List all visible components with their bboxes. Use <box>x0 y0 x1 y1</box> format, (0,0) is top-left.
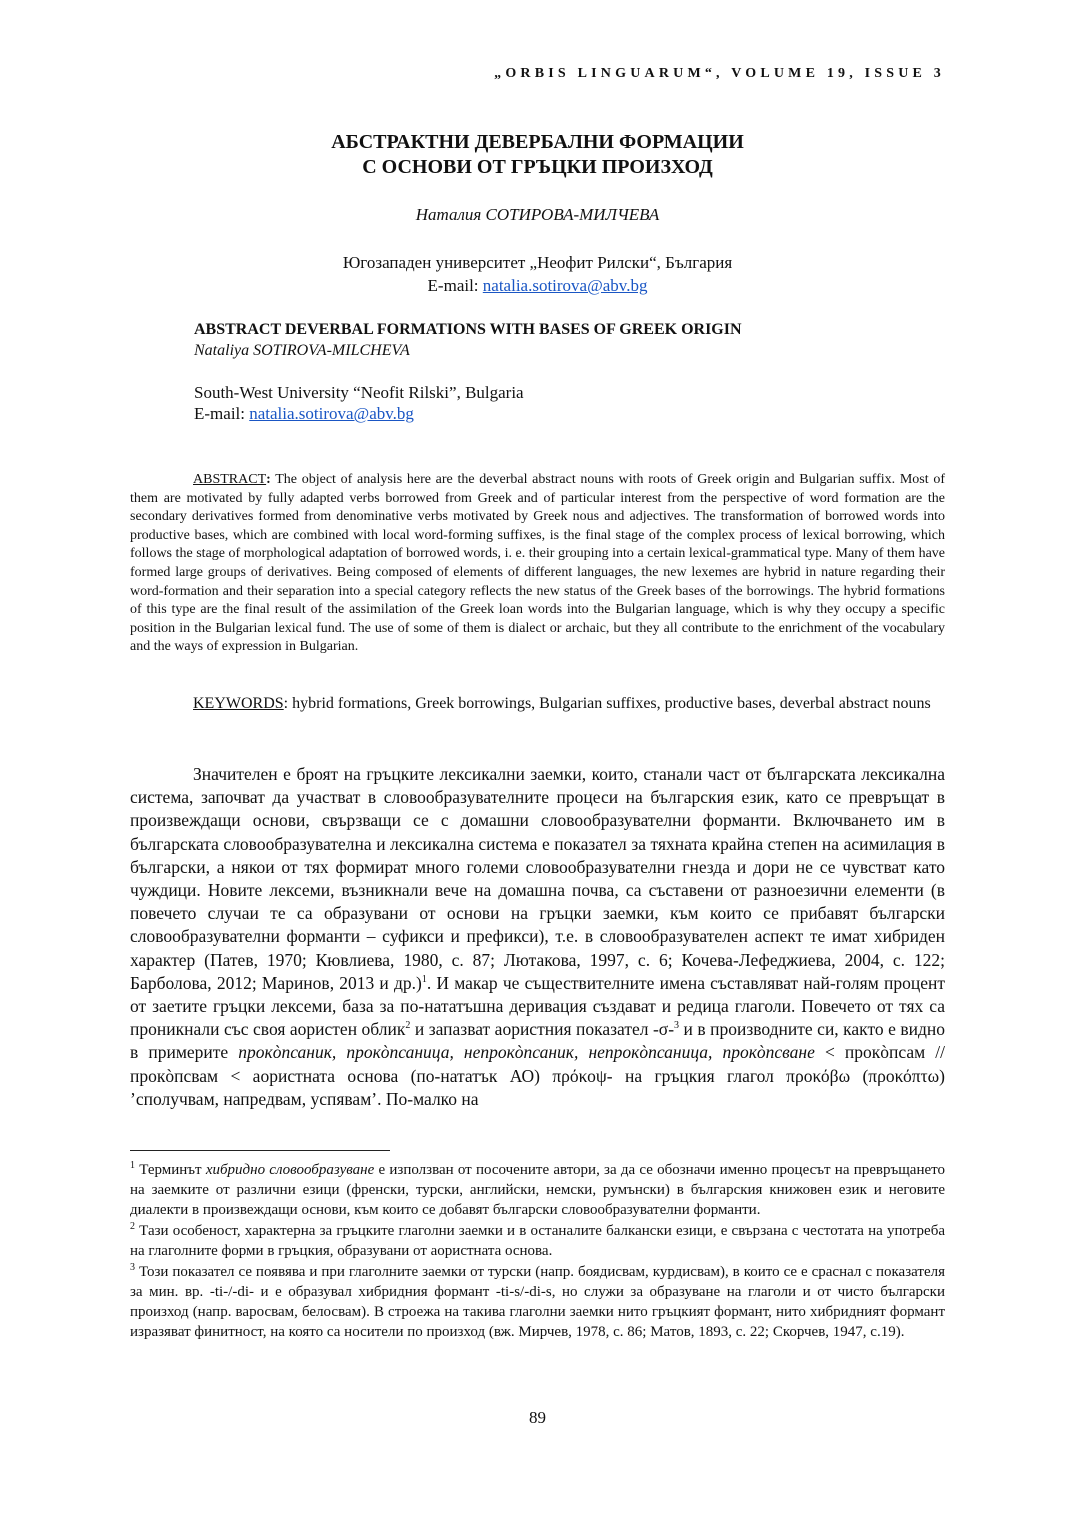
university: Югозападен университет „Неофит Рилски“, България <box>342 253 733 272</box>
english-email-label: E-mail: <box>194 404 250 423</box>
footnote-text: Терминът <box>135 1162 206 1178</box>
email-link[interactable]: natalia.sotirova@abv.bg <box>482 276 648 295</box>
email-line <box>130 274 945 297</box>
author-name: Наталия СОТИРОВА-МИЛЧЕВА <box>415 205 660 224</box>
footnote-number: 1 <box>130 1160 135 1171</box>
body-text-2: . И макар че съществителните имена съставляват най-голям процент от заетите гръцки лексеми, база за по-нататъшна деривация създават и редица глаголи. Повечето от тях са проникнали със своя аористен облик <box>130 972 945 1040</box>
abstract-label: ABSTRACT <box>193 472 267 487</box>
body-text-5: < прокòпсам // прокòпсвам < аористната основа (по-нататък АО) πρόκοψ- на гръцкия глагол προκόβω (προκόπτω) ’сполучвам, напредвам, успявам’. По-малко на <box>130 1042 945 1109</box>
title-line-2: С ОСНОВИ ОТ ГРЪЦКИ ПРОИЗХОД <box>362 156 713 178</box>
english-affiliation <box>194 382 894 424</box>
footnote-italic: хибридно словообразуване <box>205 1162 375 1178</box>
footnote-ref-3[interactable]: 3 <box>674 1020 680 1032</box>
abstract-paragraph <box>130 471 945 657</box>
title-line-1: АБСТРАКТНИ ДЕВЕРБАЛНИ ФОРМАЦИИ <box>331 131 744 153</box>
body-text-3: и запазват аористния показател -σ- <box>410 1019 675 1040</box>
body-paragraph <box>130 763 945 1111</box>
keywords-label: KEYWORDS <box>193 695 284 712</box>
footnote-divider <box>130 1150 390 1151</box>
footnote-number: 2 <box>130 1221 135 1232</box>
english-email-link[interactable]: natalia.sotirova@abv.bg <box>249 404 414 423</box>
body-text-1: Значителен е броят на гръцките лексикални заемки, които, станали част от българската лексикална система, започват да участват в словообразувателните процеси на българския език, като се превръщат в произвеждащи основи, свързващи се с домашни словообразувателни форманти. Включването им в българската словообразувателна и лексикална система е показател за тяхната крайна степен на асимилация в български, а някои от тях формират много големи словообразувателни гнезда и дори не се чувстват като чуждици. Новите лексеми, възникнали вече на домашна почва, са съставени от разноезични елементи (в повечето случаи те са образувани от основи на гръцки заемки, към които се прибавят български словообразувателни форманти – суфикси и префикси), т.е. в словообразувателен аспект те имат хибриден характер (Патев, 1970; Кювлиева, 1980, с. 87; Лютакова, 1997, с. 6; Кочева-Лефеджиева, 2004, с. 122; Барболова, 2012; Маринов, 2013 и др.) <box>130 764 945 993</box>
english-university: South-West University “Neofit Rilski”, Bulgaria <box>194 383 524 402</box>
body-text-4: и в производните си, както е видно в примерите <box>130 1019 945 1063</box>
english-metadata <box>194 319 894 424</box>
footnotes <box>130 1160 945 1343</box>
email-label: E-mail: <box>427 276 483 295</box>
abstract-text: The object of analysis here are the deverbal abstract nouns with roots of Greek origin and Bulgarian suffix. Most of them are motivated by fully adapted verbs borrowed from Greek and of particular interest from the perspective of word formation are the secondary derivatives formed from denominative verbs motivated by Greek nous and adjectives. The transformation of borrowed words into productive bases, which are combined with local word-forming suffixes, is the final stage of the complex process of lexical borrowing, which follows the stage of morphological adaptation of borrowed words, i. e. their grouping into a certain lexical-grammatical type. Many of them have formed large groups of derivatives. Being composed of elements of different languages, the new lexemes are hybrid in nature regarding their word-formation and their separation into a special category reflects the new status of the Greek bases of the borrowings. The hybrid formations of this type are the final result of the assimilation of the Greek loan words into the Bulgarian language, which is why they occupy a specific position in the Bulgarian lexical fund. The use of some of them is dialect or archaic, but they all contribute to the enrichment of the vocabulary and the ways of expression in Bulgarian. <box>130 472 945 655</box>
footnote-text: Тази особеност, характерна за гръцките глаголни заемки и в останалите балкански езици, е свързана с честотата на употреба на глаголните форми в гръцкия, образувани от аористната основа. <box>130 1223 945 1259</box>
footnote-text: Този показател се появява и при глаголните заемки от турски (напр. боядисвам, курдисвам), в които се е сраснал с показателя за мин. вр. -ti-/-di- и е образувал хибридния формант -ti-s/-di-s, но служи за образуване на глаголи и от чисто български произход (напр. варосвам, белосвам). В строежа на такива глаголни заемки нито гръцкият формант, нито хибридният формант изразяват финитност, на която са носители по произход (вж. Мирчев, 1978, с. 86; Матов, 1893, с. 22; Скорчев, 1947, с.19). <box>130 1264 945 1340</box>
paper-page <box>130 0 945 1521</box>
page-number: 89 <box>529 1408 546 1427</box>
footnote-ref-2[interactable]: 2 <box>405 1020 411 1032</box>
footnote-1 <box>130 1160 945 1220</box>
english-title: ABSTRACT DEVERBAL FORMATIONS WITH BASES OF GREEK ORIGIN <box>194 321 742 338</box>
journal-header: „ORBIS LINGUARUM“, VOLUME 19, ISSUE 3 <box>494 66 945 81</box>
footnote-3 <box>130 1262 945 1342</box>
footnote-ref-1[interactable]: 1 <box>421 974 427 985</box>
keywords-text: : hybrid formations, Greek borrowings, Bulgarian suffixes, productive bases, deverbal abstract nouns <box>283 695 931 712</box>
footnote-number: 3 <box>130 1262 135 1273</box>
footnote-2 <box>130 1221 945 1261</box>
english-author: Nataliya SOTIROVA-MILCHEVA <box>194 342 410 359</box>
keywords-paragraph <box>130 693 945 714</box>
abstract-colon: : <box>266 472 271 487</box>
affiliation <box>130 251 945 297</box>
english-email-line <box>194 403 894 424</box>
body-examples: прокòпсаник, прокòпсаница, непрокòпсаник, непрокòпсаница, прокòпсване <box>238 1042 815 1063</box>
footnote-text: е използван от посочените автори, за да се обозначи именно процесът на превръщането на заемките от различни езици (френски, турски, английски, немски, румънски) в българския книжовен език и неговите диалекти в произвеждащи основи, към които се добавят български словообразувателни форманти. <box>130 1162 945 1218</box>
article-title <box>130 130 945 180</box>
